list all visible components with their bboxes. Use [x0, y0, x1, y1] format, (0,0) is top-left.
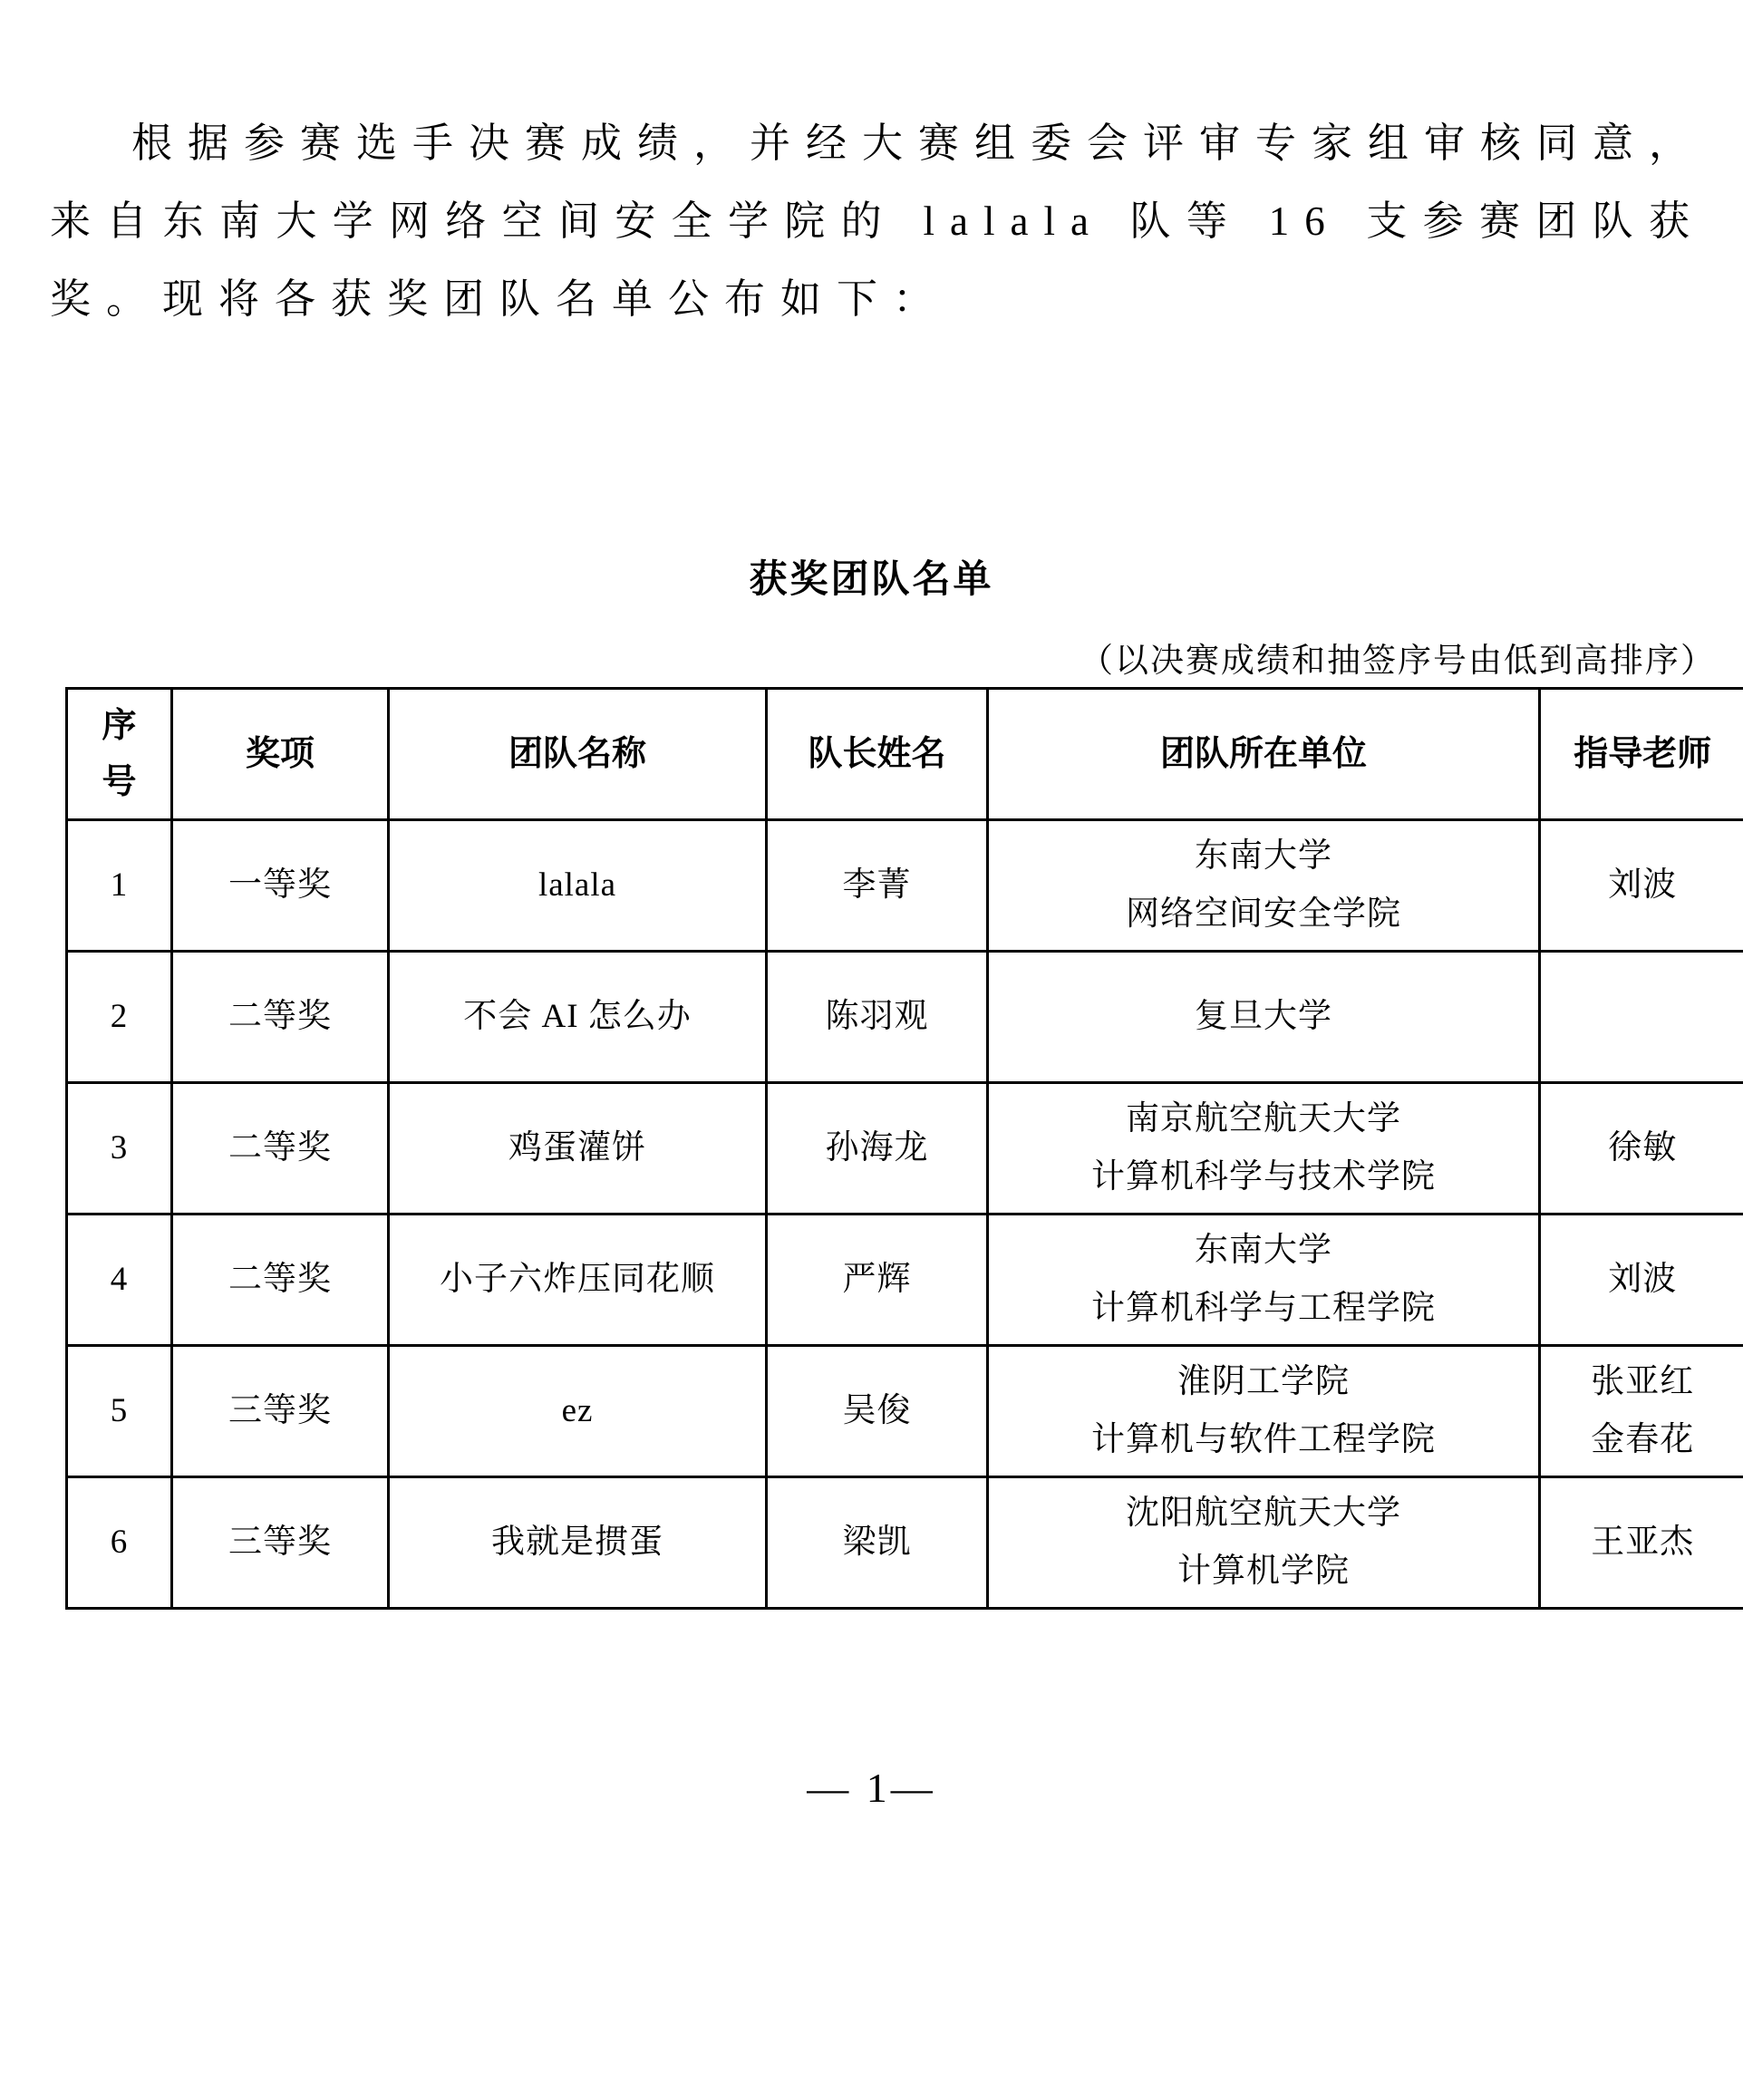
cell-index: 4: [67, 1215, 172, 1346]
awards-table: [65, 687, 1743, 1610]
col-header-advisor: 指导老师: [1540, 689, 1743, 820]
cell-captain-name: 吴俊: [767, 1346, 988, 1477]
cell-award: 二等奖: [172, 1215, 389, 1346]
page-number: — 1—: [807, 1765, 936, 1811]
cell-organization: 南京航空航天大学 计算机科学与技术学院: [988, 1083, 1540, 1215]
cell-advisor: 王亚杰: [1540, 1477, 1743, 1609]
cell-award: 一等奖: [172, 820, 389, 952]
col-header-team-name: 团队名称: [389, 689, 767, 820]
cell-team-name: 小子六炸压同花顺: [389, 1215, 767, 1346]
table-row: [67, 820, 1743, 952]
cell-organization: 东南大学 计算机科学与工程学院: [988, 1215, 1540, 1346]
cell-captain-name: 孙海龙: [767, 1083, 988, 1215]
table-body: [67, 820, 1743, 1609]
table-row: [67, 952, 1743, 1083]
cell-captain-name: 严辉: [767, 1215, 988, 1346]
cell-organization: 东南大学 网络空间安全学院: [988, 820, 1540, 952]
cell-organization: 沈阳航空航天大学 计算机学院: [988, 1477, 1540, 1609]
table-row: [67, 1215, 1743, 1346]
cell-advisor: 刘波: [1540, 1215, 1743, 1346]
cell-award: 二等奖: [172, 952, 389, 1083]
sort-note: （以决赛成绩和抽签序号由低到高排序）: [1080, 643, 1716, 680]
table-row: [67, 1083, 1743, 1215]
cell-organization: 淮阴工学院 计算机与软件工程学院: [988, 1346, 1540, 1477]
cell-captain-name: 李菁: [767, 820, 988, 952]
table-title: 获奖团队名单: [749, 557, 994, 600]
table-row: [67, 1477, 1743, 1609]
cell-index: 6: [67, 1477, 172, 1609]
cell-index: 5: [67, 1346, 172, 1477]
cell-advisor: 张亚红 金春花: [1540, 1346, 1743, 1477]
table-header-row: [67, 689, 1743, 820]
cell-advisor: [1540, 952, 1743, 1083]
cell-advisor: 刘波: [1540, 820, 1743, 952]
col-header-award: 奖项: [172, 689, 389, 820]
cell-captain-name: 陈羽观: [767, 952, 988, 1083]
col-header-organization: 团队所在单位: [988, 689, 1540, 820]
cell-team-name: 不会 AI 怎么办: [389, 952, 767, 1083]
cell-award: 二等奖: [172, 1083, 389, 1215]
cell-captain-name: 梁凯: [767, 1477, 988, 1609]
cell-team-name: lalala: [389, 820, 767, 952]
cell-team-name: 我就是掼蛋: [389, 1477, 767, 1609]
cell-index: 3: [67, 1083, 172, 1215]
cell-team-name: 鸡蛋灌饼: [389, 1083, 767, 1215]
cell-award: 三等奖: [172, 1477, 389, 1609]
cell-award: 三等奖: [172, 1346, 389, 1477]
cell-index: 1: [67, 820, 172, 952]
col-header-index: 序号: [67, 689, 172, 820]
table-row: [67, 1346, 1743, 1477]
cell-team-name: ez: [389, 1346, 767, 1477]
intro-paragraph: 根据参赛选手决赛成绩，并经大赛组委会评审专家组审核同意，来自东南大学网络空间安全学院的 lalala 队等 16 支参赛团队获奖。现将各获奖团队名单公布如下：: [50, 121, 1706, 322]
col-header-captain-name: 队长姓名: [767, 689, 988, 820]
cell-index: 2: [67, 952, 172, 1083]
cell-organization: 复旦大学: [988, 952, 1540, 1083]
cell-advisor: 徐敏: [1540, 1083, 1743, 1215]
